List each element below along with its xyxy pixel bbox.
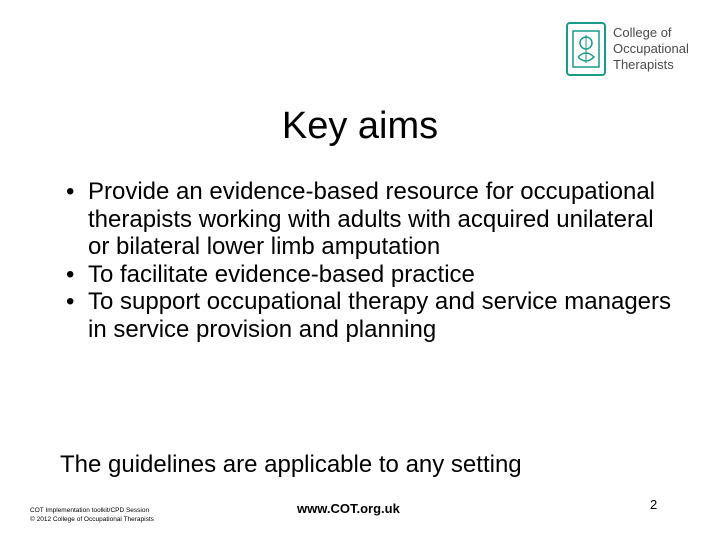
aims-list — [60, 178, 680, 343]
setting-note: The guidelines are applicable to any setting — [60, 451, 522, 478]
cot-emblem-icon — [566, 22, 606, 76]
bullet-text: To support occupational therapy and service managers in service provision and planning — [88, 288, 672, 343]
bullet-text: Provide an evidence-based resource for occupational therapists working with adults with acquired unilateral or bilateral lower limb amputation — [88, 178, 656, 260]
logo-line-3: Therapists — [613, 57, 674, 72]
logo-line-1: College of — [613, 25, 672, 40]
bullet-text: To facilitate evidence-based practice — [88, 260, 475, 288]
slide-title-container — [0, 104, 720, 148]
slide-title: Key aims — [281, 105, 439, 147]
list-item — [60, 178, 680, 261]
list-item — [60, 288, 680, 343]
cot-logo — [566, 22, 689, 76]
footer-credits — [30, 506, 154, 524]
bullet-icon: • — [66, 178, 75, 205]
page-number: 2 — [650, 497, 658, 512]
logo-wordmark — [613, 25, 689, 73]
bullet-icon: • — [66, 260, 75, 288]
footer-website-link[interactable]: www.COT.org.uk — [297, 501, 400, 516]
bullet-icon: • — [66, 288, 75, 315]
footer-source: COT Implementation toolkit/CPD Session — [30, 507, 150, 514]
footer-copyright: © 2012 College of Occupational Therapists — [30, 516, 154, 523]
logo-line-2: Occupational — [613, 41, 689, 56]
list-item — [60, 261, 680, 289]
